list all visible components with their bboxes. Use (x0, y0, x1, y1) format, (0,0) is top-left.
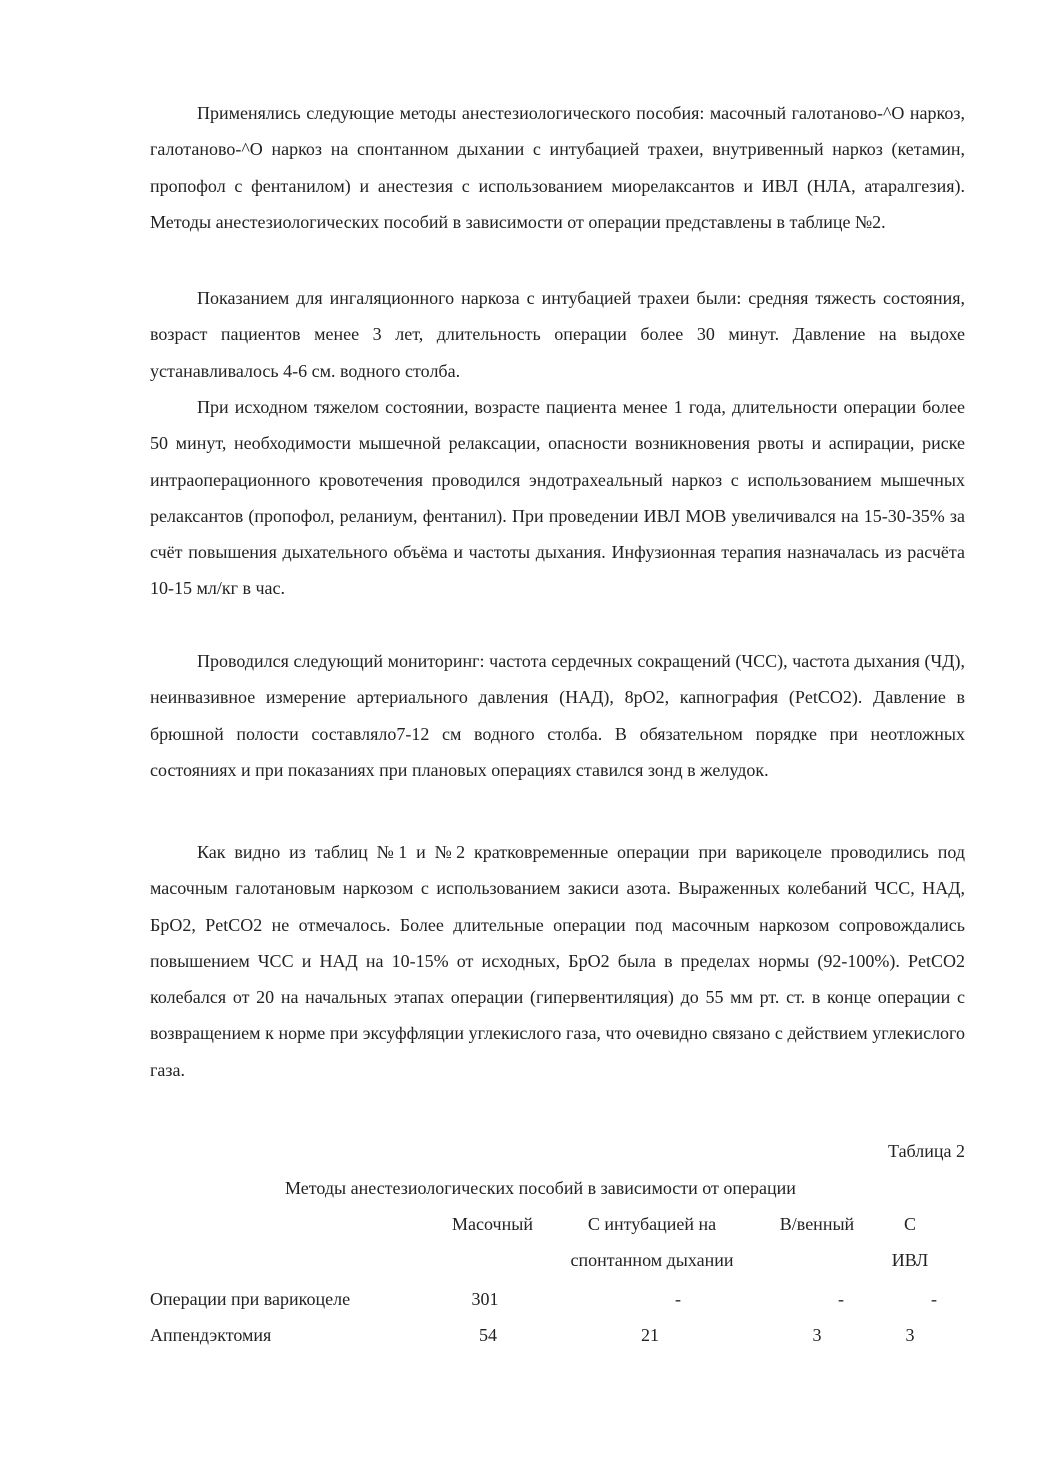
paragraph-results: Как видно из таблиц №1 и №2 кратковременные операции при варикоцеле проводились под масочным галотановым наркозом с использованием закиси азота. Выраженных колебаний ЧСС, НАД, БрО2, PetCO2 не отмечалось. Более длительные операции под масочным наркозом сопровождались повышением ЧСС и НАД на 10-15% от исходных, БрО2 была в пределах нормы (92-100%). PetCO2 колебался от 20 на начальных этапах операции (гипервентиляция) до 55 мм рт. ст. в конце операции с возвращением к норме при эксуффляции углекислого газа, что очевидно связано с действием углекислого газа. (150, 842, 965, 1080)
paragraph-endotracheal-anesthesia: При исходном тяжелом состоянии, возрасте пациента менее 1 года, длительности операции более 50 минут, необходимости мышечной релаксации, опасности возникновения рвоты и аспирации, риске интраоперационного кровотечения проводился эндотрахеальный наркоз с использованием мышечных релаксантов (пропофол, реланиум, фентанил). При проведении ИВЛ МОВ увеличивался на 15-30-35% за счёт повышения дыхательного объёма и частоты дыхания. Инфузионная терапия назначалась из расчёта 10-15 мл/кг в час. (150, 397, 965, 599)
paragraph-anesthesia-methods: Применялись следующие методы анестезиологического пособия: масочный галотаново-^О наркоз, галотаново-^О наркоз на спонтанном дыхании с интубацией трахеи, внутривенный наркоз (кетамин, пропофол с фентанилом) и анестезия с использованием миорелаксантов и ИВЛ (НЛА, атаралгезия). Методы анестезиологических пособий в зависимости от операции представлены в таблице №2. (150, 103, 965, 232)
header-ivl-line2: ИВЛ (891, 1250, 929, 1270)
cell-appendectomy-intravenous: 3 (812, 1325, 822, 1345)
row-label-appendectomy: Аппендэктомия (150, 1325, 272, 1345)
header-intubation-line2: спонтанном дыхании (570, 1250, 734, 1270)
header-intravenous: В/венный (779, 1214, 855, 1234)
table-label: Таблица 2 (888, 1141, 965, 1161)
cell-appendectomy-masochny: 54 (479, 1325, 497, 1345)
cell-varicocele-intravenous: - (838, 1289, 844, 1309)
cell-appendectomy-ivl: 3 (905, 1325, 915, 1345)
cell-varicocele-intubation: - (675, 1289, 681, 1309)
paragraph-inhalation-indications: Показанием для ингаляционного наркоза с интубацией трахеи были: средняя тяжесть состояния, возраст пациентов менее 3 лет, длительность операции более 30 минут. Давление на выдохе устанавливалось 4-6 см. водного столба. (150, 288, 965, 381)
cell-varicocele-ivl: - (931, 1289, 937, 1309)
header-intubation-line1: С интубацией на (587, 1214, 717, 1234)
row-label-varicocele: Операции при варикоцеле (150, 1289, 351, 1309)
header-ivl-line1: С (903, 1214, 916, 1234)
paragraph-monitoring: Проводился следующий мониторинг: частота сердечных сокращений (ЧСС), частота дыхания (ЧД), неинвазивное измерение артериального давления (НАД), 8рО2, капнография (PetCO2). Давление в брюшной полости составляло7-12 см водного столба. В обязательном порядке при неотложных состояниях и при показаниях при плановых операциях ставился зонд в желудок. (150, 651, 965, 780)
cell-appendectomy-intubation: 21 (641, 1325, 659, 1345)
cell-varicocele-masochny: 301 (471, 1289, 499, 1309)
table-title: Методы анестезиологических пособий в зависимости от операции (285, 1178, 796, 1198)
header-masochny: Масочный (452, 1214, 533, 1234)
